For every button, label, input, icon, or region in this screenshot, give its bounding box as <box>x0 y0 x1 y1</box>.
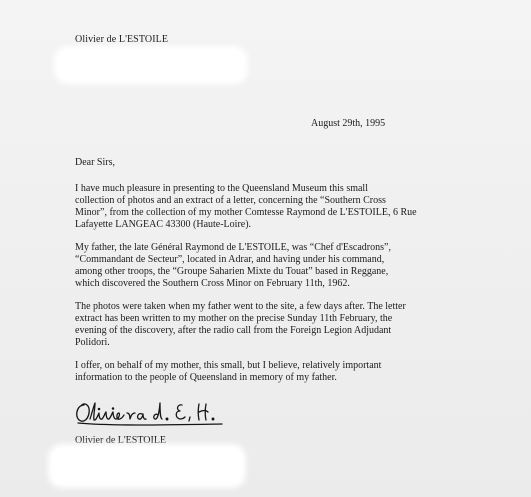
text-line: information to the people of Queensland in memory of my father. <box>75 372 337 383</box>
letter-body <box>75 183 495 395</box>
text-line: Minor”, from the collection of my mother Comtesse Raymond de L'ESTOILE, 6 Rue <box>75 207 417 218</box>
handwritten-signature <box>72 399 272 427</box>
paragraph <box>75 183 495 231</box>
text-line: I have much pleasure in presenting to the Queensland Museum this small <box>75 183 368 194</box>
text-line: extract has been written to my mother on the precise Sunday 11th February, the <box>75 313 393 324</box>
text-line: I offer, on behalf of my mother, this small, but I believe, relatively important <box>75 360 382 371</box>
text-line: evening of the discovery, after the radio call from the Foreign Legion Adjudant <box>75 325 392 336</box>
redacted-address-header <box>58 50 244 80</box>
paragraph <box>75 301 495 349</box>
text-line: among other troops, the “Groupe Saharien Mixte du Touat” based in Reggane, <box>75 266 389 277</box>
letter-date: August 29th, 1995 <box>311 118 386 129</box>
salutation: Dear Sirs, <box>75 157 115 168</box>
text-line: which discovered the Southern Cross Minor on February 11th, 1962. <box>75 278 350 289</box>
sender-name-footer: Olivier de L'ESTOILE <box>75 435 167 446</box>
redacted-address-footer <box>52 448 242 484</box>
text-line: “Commandant de Secteur”, located in Adrar, and having under his command, <box>75 254 385 265</box>
paragraph <box>75 360 495 384</box>
text-line: Lafayette LANGEAC 43300 (Haute-Loire). <box>75 219 252 230</box>
paragraph <box>75 242 495 290</box>
text-line: Polidori. <box>75 337 110 348</box>
sender-name-header: Olivier de L'ESTOILE <box>75 34 169 45</box>
text-line: The photos were taken when my father went to the site, a few days after. The letter <box>75 301 406 312</box>
text-line: My father, the late Général Raymond de L'ESTOILE, was “Chef d'Escadrons”, <box>75 242 391 253</box>
text-line: collection of photos and an extract of a letter, concerning the “Southern Cross <box>75 195 386 206</box>
